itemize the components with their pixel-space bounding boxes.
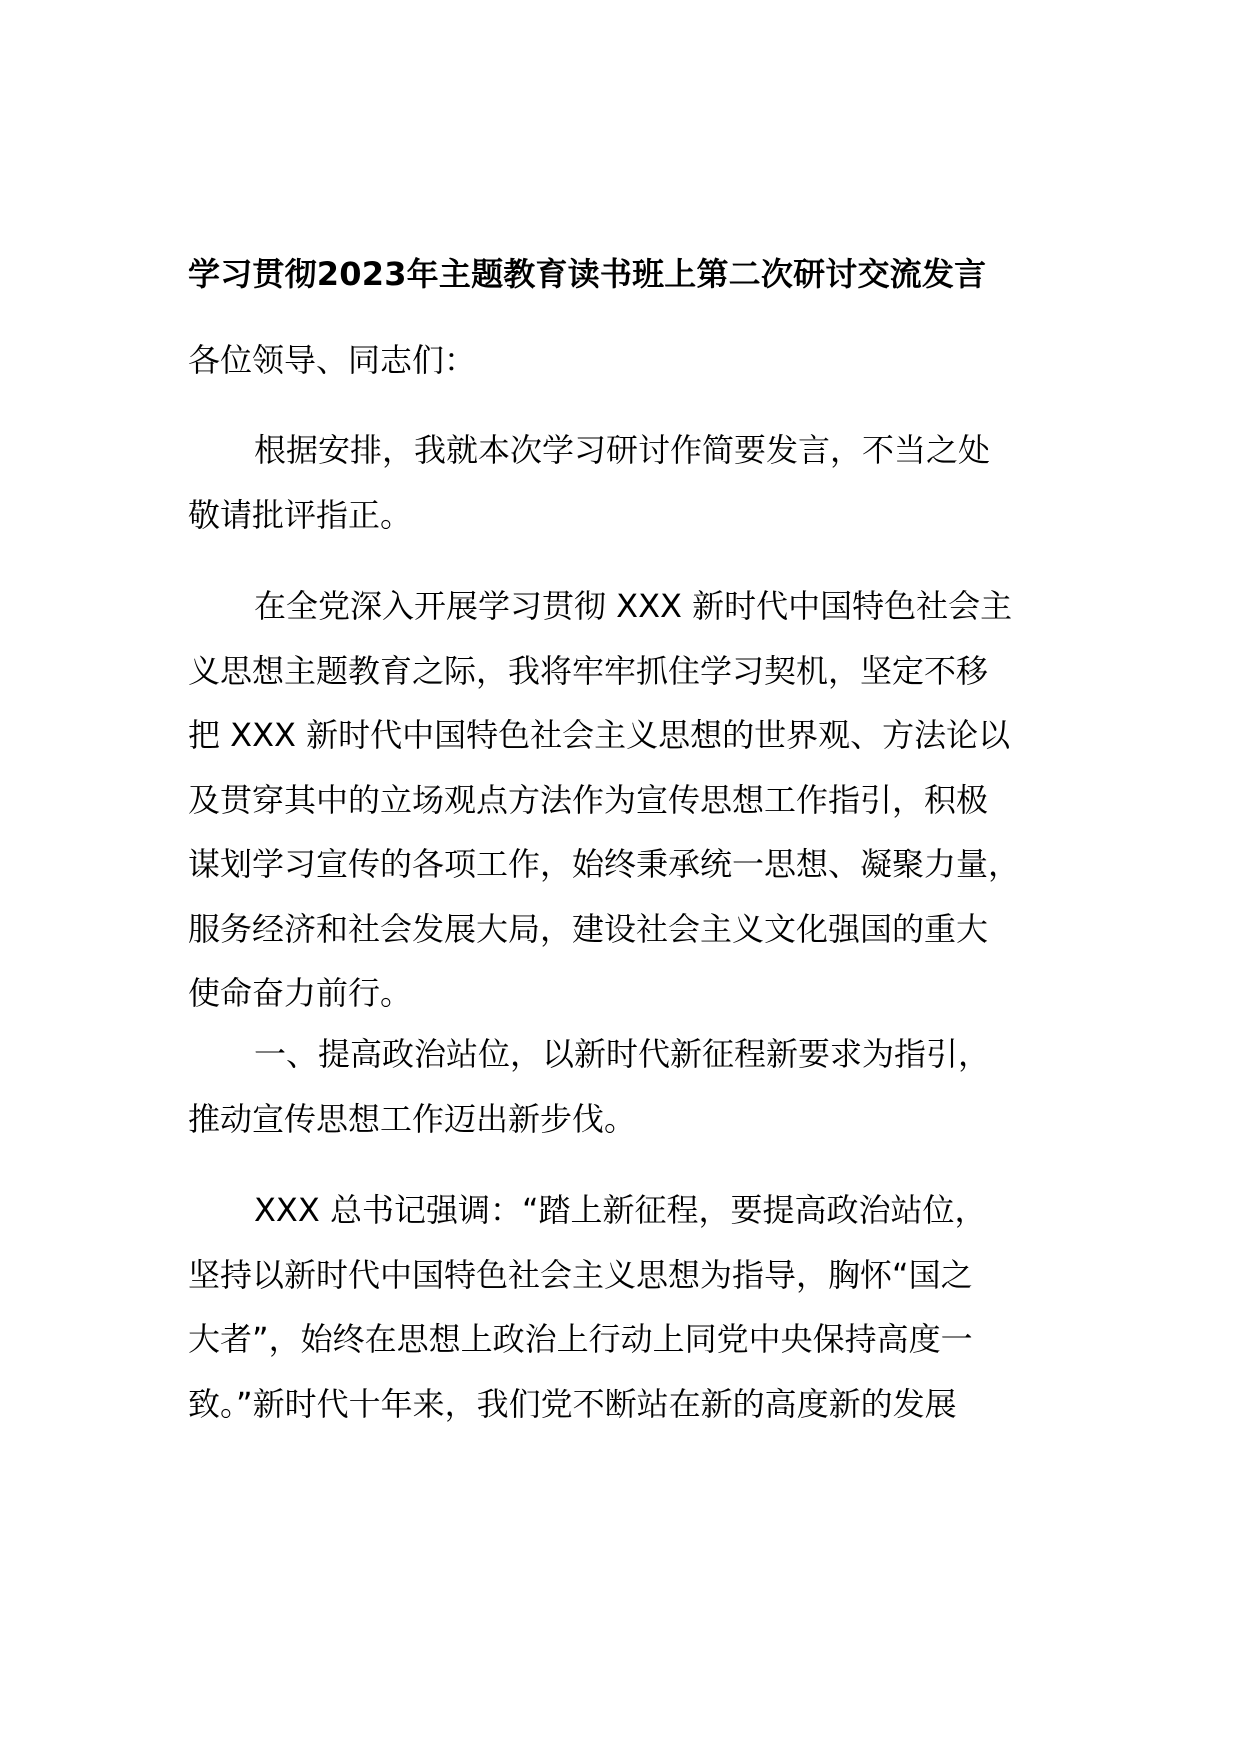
paragraph-line: 坚持以新时代中国特色社会主义思想为指导，胸怀“国之 bbox=[188, 1255, 973, 1294]
paragraph-line: 及贯穿其中的立场观点方法作为宣传思想工作指引，积极 bbox=[188, 780, 989, 819]
paragraph-line: 服务经济和社会发展大局，建设社会主义文化强国的重大 bbox=[188, 909, 989, 948]
paragraph-line: 致。”新时代十年来，我们党不断站在新的高度新的发展 bbox=[188, 1384, 957, 1423]
paragraph-2 bbox=[188, 574, 1060, 1026]
salutation-text: 各位领导、同志们： bbox=[188, 341, 477, 379]
paragraph-3 bbox=[188, 1022, 1060, 1151]
section-heading-line: 一、提高政治站位，以新时代新征程新要求为指引， bbox=[254, 1035, 991, 1073]
paragraph-1 bbox=[188, 418, 1060, 547]
paragraph-line: 根据安排，我就本次学习研讨作简要发言，不当之处 bbox=[254, 431, 991, 469]
paragraph-4 bbox=[188, 1178, 1060, 1436]
paragraph-line: 敬请批评指正。 bbox=[188, 495, 413, 534]
paragraph-line: 把 XXX 新时代中国特色社会主义思想的世界观、方法论以 bbox=[188, 716, 1011, 754]
paragraph-line: 使命奋力前行。 bbox=[188, 974, 413, 1012]
paragraph-line: 大者”，始终在思想上政治上行动上同党中央保持高度一 bbox=[188, 1320, 973, 1358]
paragraph-line: 在全党深入开展学习贯彻 XXX 新时代中国特色社会主 bbox=[254, 587, 1013, 625]
section-heading-line: 推动宣传思想工作迈出新步伐。 bbox=[188, 1099, 637, 1138]
paragraph-line: XXX 总书记强调：“踏上新征程，要提高政治站位， bbox=[254, 1191, 987, 1229]
paragraph-line: 谋划学习宣传的各项工作，始终秉承统一思想、凝聚力量， bbox=[188, 845, 1021, 883]
document-title: 学习贯彻2023年主题教育读书班上第二次研讨交流发言 bbox=[188, 255, 987, 293]
salutation bbox=[188, 328, 1060, 393]
paragraph-line: 义思想主题教育之际，我将牢牢抓住学习契机，坚定不移 bbox=[188, 651, 989, 690]
